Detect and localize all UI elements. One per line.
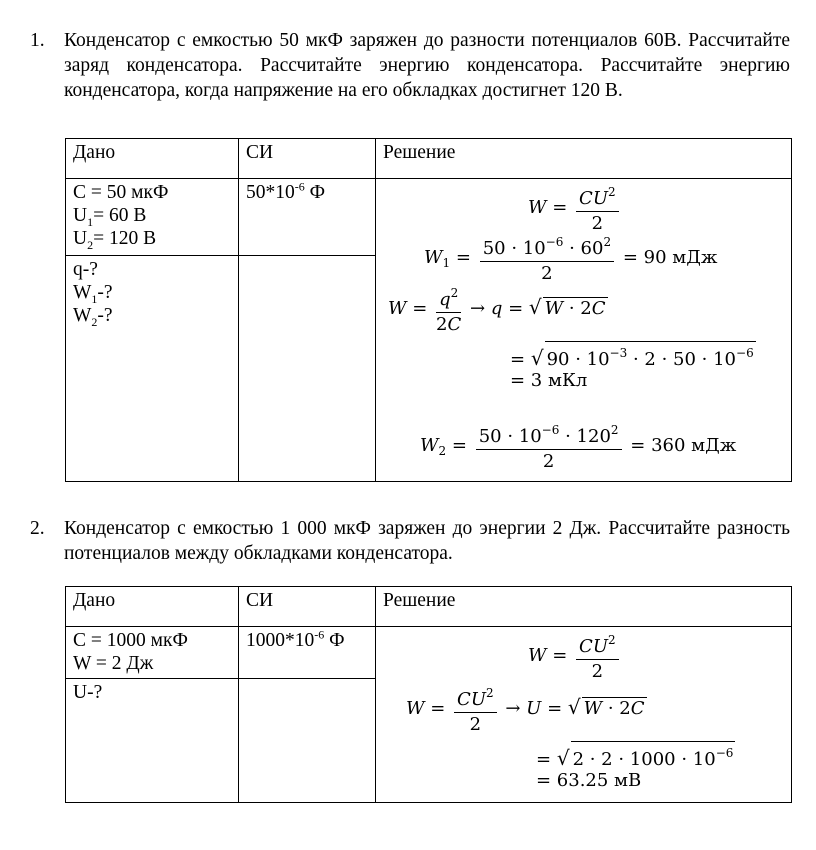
find-cell [66,256,239,482]
find-q: q-? [73,259,98,280]
problem-1-table [65,138,792,482]
formula-energy: W = $\frac{CU^2}{2}$ [528,181,622,235]
header-solution: Решение [376,587,792,627]
formula-w2: $W_2$ = $\frac{50 \cdot 10^{-6} \cdot 120^2}{2}$ = 360 мДж [420,419,736,473]
formula-voltage-calc: = √ $2 \cdot 2 \cdot 1000 \cdot 10^{-6}$ [536,741,735,771]
find-w2: $W_2-$? [73,305,113,329]
si-value: 1000*10 [246,630,315,651]
given-u2: $U_2= 120$ В [73,228,157,252]
solution-cell [376,627,792,803]
given-c: C = 1000 мкФ [73,630,188,651]
header-si: СИ [239,139,376,179]
problem-1-number: 1. [30,30,45,51]
header-solution: Решение [376,139,792,179]
formula-voltage: W = $\frac{CU^2}{2}$ → U = √ W · 2C [406,682,647,736]
si-cell: $1000*10^{-6}$ Ф [239,627,376,679]
header-given: Дано [66,139,239,179]
si-cell: $50*10^{-6}$ Ф [239,179,376,256]
find-cell [66,679,239,803]
formula-charge: W = $\frac{q^2}{2C}$ → q = √ W · 2C [388,282,608,336]
find-w1: $W_1-$? [73,282,113,306]
problem-2-statement [30,516,790,566]
problem-1-text: Конденсатор с емкостью 50 мкФ заряжен до разности потенциалов 60В. Рассчитайте заряд конденсатора. Рассчитайте энергию конденсатора. Рассчитайте энергию конденсатора, когда напряжение на его обкладках достигнет 120 В. [64,30,790,101]
si-empty-cell [239,256,376,482]
formula-charge-result: = 3 мКл [510,370,588,391]
given-cell [66,627,239,679]
solution-cell [376,179,792,482]
problem-1-statement [30,28,790,103]
header-si: СИ [239,587,376,627]
given-w: W = 2 Дж [73,653,154,674]
si-value: 50*10 [246,182,295,203]
formula-energy: W = $\frac{CU^2}{2}$ [528,629,622,683]
problem-2-text: Конденсатор с емкостью 1 000 мкФ заряжен до энергии 2 Дж. Рассчитайте разность потенциалов между обкладками конденсатора. [64,518,790,564]
header-given: Дано [66,587,239,627]
given-cell [66,179,239,256]
formula-charge-calc: = √ $90 \cdot 10^{-3} \cdot 2 \cdot 50 \cdot 10^{-6}$ [510,341,756,371]
given-u1: $U_1= 60$ В [73,205,147,229]
given-c: C = 50 мкФ [73,182,169,203]
find-u: U-? [73,682,103,703]
formula-voltage-result: = 63.25 мВ [536,770,642,791]
problem-2-table [65,586,792,803]
si-empty-cell [239,679,376,803]
formula-w1: $W_1$ = $\frac{50 \cdot 10^{-6} \cdot 60^2}{2}$ = 90 мДж [424,231,717,285]
problem-2-number: 2. [30,518,45,539]
